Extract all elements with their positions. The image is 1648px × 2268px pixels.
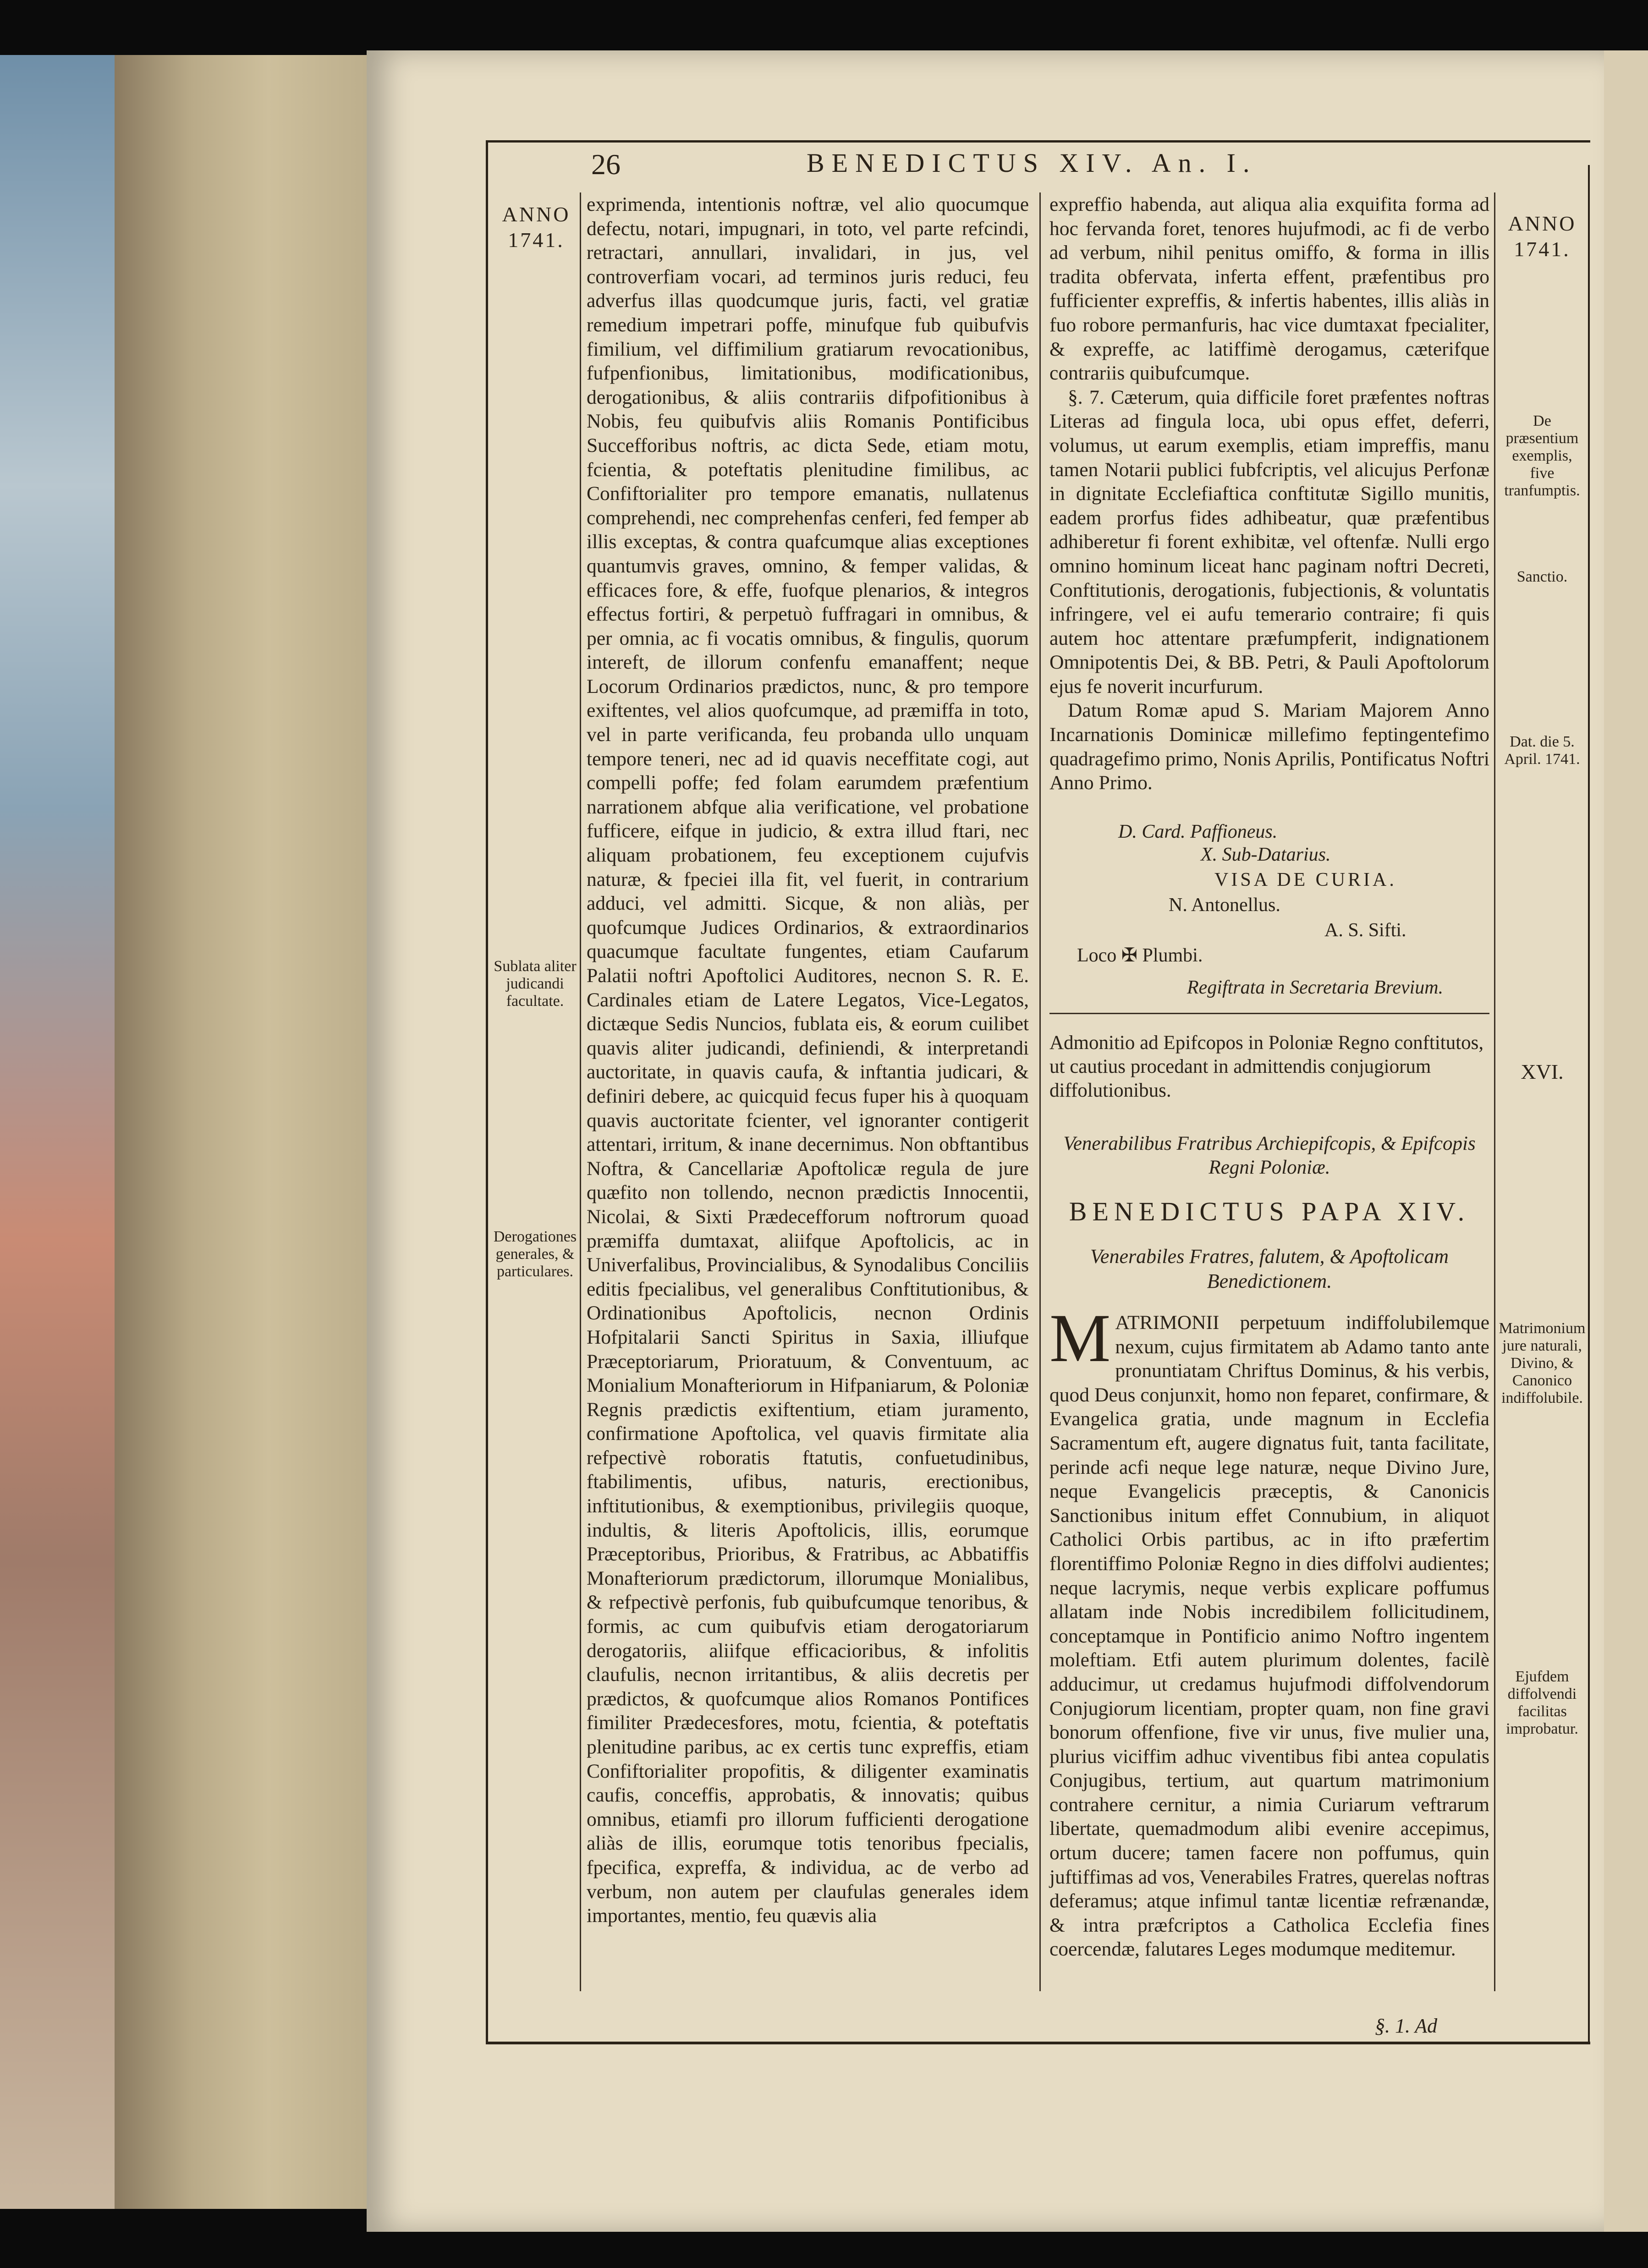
margin-note-praesentia: De præsentium exemplis, five tranfumptis. [1504,412,1580,499]
margin-note-matrimonium: Matrimonium jure naturali, Divino, & Canonico indiffolubile. [1499,1320,1586,1406]
anno-year: 1741. [508,228,565,252]
admonitio-summary: Admonitio ad Epifcopos in Poloniæ Regno conftitutos, ut cautius procedant in admittendis conjugiorum diffolutionibus. [1049,1032,1484,1101]
section-7-paragraph: §. 7. Cæterum, quia difficile foret præfentes noftras Literas ad fingula loca, ubi opus effet, deferri, volumus, ut earum exemplis, etiam impreffis, manu tamen Notarii publici fubfcriptis, vel alicujus Perfonæ in dignitate Ecclefiaftica conftitutæ Sigillo munitis, eadem prorfus fides adhibeatur, quæ præfentibus adhiberetur fi forent exhibitæ, vel oftenfæ. Nulli ergo omnino hominum liceat hanc paginam noftri Decreti, Conftitutionis, derogationis, fubjectionis, & voluntatis infringere, vel ei aufu temerario contraire; fi quis autem hoc attentare præfumpferit, indignationem Omnipotentis Dei, & BB. Petri, & Pauli Apoftolorum ejus fe noverit incurfurum. [1049,386,1489,697]
greeting-line: Venerabiles Fratres, falutem, & Apoftolicam Benedictionem. [1090,1245,1449,1292]
datum-paragraph: Datum Romæ apud S. Mariam Majorem Anno Incarnationis Dominicæ millefimo feptingentefimo quadragefimo primo, Nonis Aprilis, Pontificatus Noftri Anno Primo. [1049,699,1489,794]
section-rule [1049,1013,1489,1014]
page-number: 26 [591,148,621,181]
address-line: Venerabilibus Fratribus Archiepifcopis, & Epifcopis Regni Poloniæ. [1063,1133,1476,1178]
anno-year: 1741. [1514,237,1571,261]
matrimonium-body [1049,1300,1489,1961]
seal-loco-plumbi: Loco ✠ Plumbi. [1077,945,1203,966]
signature-card: D. Card. Paffioneus. [1118,821,1278,842]
signature-antonellus: N. Antonellus. [1169,895,1280,916]
margin-note-dat: Dat. die 5. April. 1741. [1504,733,1580,768]
column-a-text [587,192,1029,1928]
margin-note-xvi: XVI. [1521,1060,1564,1083]
margin-anno-right [1499,211,1586,262]
column-b-text [1049,192,1489,795]
left-margin-divider [580,192,581,1991]
signature-subdatarius: X. Sub-Datarius. [1201,844,1331,865]
column-divider [1039,192,1041,1991]
margin-note-ejusdem: Ejufdem diffolvendi facilitas improbatur. [1506,1668,1578,1737]
page-edges [115,55,371,2209]
papa-heading: BENEDICTUS PAPA XIV. [1069,1197,1470,1226]
margin-note-sanctio: Sanctio. [1516,568,1568,585]
frame-left-rule [486,140,488,2042]
right-margin-divider [1494,192,1495,1991]
visa-de-curia: VISA DE CURIA. [1214,869,1397,890]
matrimonium-text: ATRIMONII perpetuum indiffolubilemque nexum, cujus firmitatem ab Adamo tanto ante pronuntiatam Chriftus Dominus, & his verbis, quod Deus conjunxit, homo non feparet, confirmare, & Evangelica gratia, unde magnum in Ecclefia Sacramentum eft, augere dignatus fuit, tanta facilitate, perinde acfi neque lege naturæ, neque Divino Jure, neque Evangelicis præceptis, & Canonicis Sanctionibus initum effet Connubium, in aliquot Catholici Orbis partibus, ac in ifto præfertim florentiffimo Poloniæ Regno in dies diffolvi audientes; neque lacrymis, neque verbis explicare poffumus allatam inde Nobis incredibilem follicitudinem, conceptamque in Pontificio animo Noftro ingentem moleftiam. Etfi autem plurimum dolentes, facilè adducimur, ut credamus hujufmodi diffolvendorum Conjugiorum licentiam, propter quam, non fine gravi bonorum offenfione, five vir unus, five mulier una, plurius viciffim adhuc viventibus fibi antea copulatis Conjugibus, tertium, aut quartum matrimonium contrahere cernitur, a nimia Curiarum veftrarum libertate, quemadmodum alibi evenire accepimus, ortum ducere; tamen facere non poffumus, quin juftiffimas ad vos, Venerabiles Fratres, querelas noftras deferamus; atque infimul tantæ licentiæ refrænandæ, & intra præfcriptos a Catholica Ecclefia fines coercendæ, falutares Leges modumque meditemur. [1049,1312,1489,1960]
running-title: BENEDICTUS XIV. An. I. [807,148,1257,178]
catchword: §. 1. Ad [1375,2015,1438,2037]
frame-top-rule [486,140,1590,143]
anno-label: ANNO [1508,212,1577,235]
registrata-line: Regiftrata in Secretaria Brevium. [1187,977,1444,998]
frame-bottom-rule [486,2042,1590,2044]
column-b-top-paragraph: expreffio habenda, aut aliqua alia exquifita forma ad hoc fervanda foret, tenores hujufmodi, ac fi de verbo ad verbum, nihil penitus omiffo, & forma in illis tradita obfervata, inferta effent, præfentibus pro fufficienter expreffis, & infertis habentes, illis aliàs in fuo robore permanfuris, hac vice dumtaxat fpecialiter, & expreffe, ac latiffimè derogamus, cæterifque contrariis quibufcumque. [1049,193,1489,384]
book-spine [0,55,115,2209]
facing-page-edge [1604,50,1648,2232]
anno-label: ANNO [502,203,571,226]
margin-note-derogationes: Derogationes generales, & particulares. [493,1228,577,1280]
column-a-paragraph: exprimenda, intentionis noftræ, vel alio quocumque defectu, notari, impugnari, in toto, vel parte refcindi, retractari, annullari, invalidari, in jus, vel controverfiam vocari, ad terminos juris reduci, feu adverfus illas quodcumque juris, facti, vel gratiæ remedium impetrari poffe, minufque fub quibufvis fimilium, vel diffimilium gratiarum revocationibus, fufpenfionibus, limitationibus, modificationibus, derogationibus, & aliis contrariis difpofitionibus à Nobis, feu quibufvis aliis Romanis Pontificibus Succefforibus noftris, ac dicta Sede, etiam motu, fcientia, & poteftatis plenitudine fimilibus, ac Confiftorialiter pro tempore emanatis, nullatenus comprehendi, nec comprehenfas cenferi, fed femper ab illis exceptas, & contra quafcumque alias exceptiones quantumvis graves, omnino, & femper validas, & efficaces fore, & effe, fuofque plenarios, & integros effectus fortiri, & perpetuò fuffragari in omnibus, & per omnia, ac fi vocatis omnibus, & fingulis, quorum intereft, de illorum confenfu emanaffent; neque Locorum Ordinarios prædictos, nunc, & pro tempore exiftentes, vel alios quofcumque, ad præmiffa in toto, vel in parte verificanda, feu probanda ullo unquam tempore teneri, nec ad id quavis neceffitate cogi, aut compelli poffe; fed folam earumdem præfentium narrationem abfque alia verificatione, vel probatione fufficere, eifque in judicio, & extra illud ftari, nec aliquam probationem, feu exceptionem cujufvis naturæ, & fpeciei illa fit, vel fuerit, in contrarium adduci, vel admitti. Sicque, & non aliàs, per quofcumque Judices Ordinarios, & extraordinarios quacumque facultate fungentes, etiam Caufarum Palatii noftri Apoftolici Auditores, necnon S. R. E. Cardinales etiam de Latere Legatos, Vice-Legatos, dictæque Sedis Nuncios, fublata eis, & eorum cuilibet quavis aliter judicandi, definiendi, & interpretandi auctoritate, in quavis caufa, & inftantia judicari, & definiri debere, ac quicquid fecus fuper his à quoquam quavis auctoritate fcienter, vel ignoranter contigerit attentari, irritum, & inane decernimus. Non obftantibus Noftra, & Cancellariæ Apoftolicæ regula de jure quæfito non tollendo, necnon prædictis Innocentii, Nicolai, & Sixti Prædecefforum noftrorum quoad præmiffa dumtaxat, aliifque Apoftolicis, ac in Univerfalibus, Provincialibus, & Synodalibus Conciliis editis fpecialibus, vel generalibus Conftitutionibus, & Ordinationibus Apoftolicis, necnon Ordinis Hofpitalarii Sancti Spiritus in Saxia, illiufque Præceptoriarum, Prioratuum, & Conventuum, ac Monialium Monafteriorum in Hifpaniarum, & Poloniæ Regnis prædictis exiftentium, etiam juramento, confirmatione Apoftolica, vel quavis firmitate alia refpectivè roboratis ftatutis, confuetudinibus, ftabilimentis, ufibus, naturis, erectionibus, inftitutionibus, & exemptionibus, privilegiis quoque, indultis, & literis Apoftolicis, illis, eorumque Præceptoribus, Prioribus, & Fratribus, ac Abbatiffis Monafteriorum prædictorum, illorumque Monialibus, & refpectivè perfonis, fub quibufcumque tenoribus, & formis, ac cum quibufvis etiam derogatoriarum derogatoriis, aliifque efficacioribus, & infolitis claufulis, necnon irritantibus, & aliis decretis per prædictos, & quofcumque alios Romanos Pontifices fimiliter Prædecesfores, motu, fcientia, & poteftatis plenitudine paribus, ac ex certis tunc expreffis, etiam Confiftorialiter propofitis, & diligenter examinatis caufis, conceffis, approbatis, & innovatis; quibus omnibus, etiamfi pro illorum fufficienti derogatione aliàs de illis, eorumque totis tenoribus fpecialis, fpecifica, expreffa, & individua, ac de verbo ad verbum, non autem per claufulas generales idem importantes, mentio, feu quævis alia [587,193,1029,1927]
drop-cap: M [1049,1300,1111,1376]
margin-anno-left [495,202,577,253]
margin-note-sublata: Sublata aliter judicandi facultate. [494,958,577,1010]
frame-right-rule [1588,165,1590,2042]
signature-sisti: A. S. Sifti. [1324,920,1406,941]
